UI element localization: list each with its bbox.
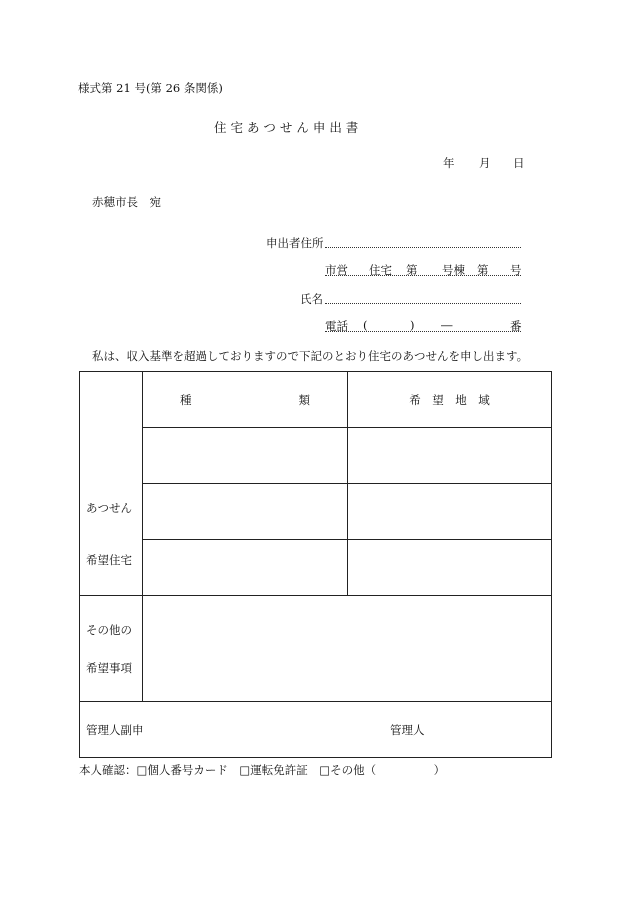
area-cell[interactable] <box>348 540 552 596</box>
name-label: 氏名 <box>300 292 323 306</box>
type-cell[interactable] <box>143 484 348 540</box>
section2-label-line1: その他の <box>86 622 132 637</box>
housing-dai2: 第 <box>477 263 489 277</box>
housing-go: 号 <box>510 263 522 277</box>
phone-close-paren: ) <box>410 318 415 332</box>
statement: 私は、収入基準を超過しておりますので下記のとおり住宅のあつせんを申し出ます。 <box>92 349 529 363</box>
header-type <box>143 372 348 428</box>
section2-label-line2: 希望事項 <box>86 660 132 675</box>
address-label: 申出者住所 <box>266 236 324 250</box>
form-number: 様式第 21 号(第 26 条関係) <box>78 81 223 95</box>
section1-label-line1: あつせん <box>86 500 132 515</box>
phone-dash: ― <box>441 318 453 332</box>
housing-jutaku: 住宅 <box>369 263 392 277</box>
other-requests-field[interactable] <box>143 596 552 702</box>
addressee: 赤穂市長 宛 <box>92 195 161 209</box>
section2-label <box>80 596 143 702</box>
header-area: 希 望 地 域 <box>348 372 552 428</box>
section1-label-line2: 希望住宅 <box>86 552 132 567</box>
manager-row <box>80 702 552 758</box>
phone-line[interactable] <box>325 318 521 332</box>
header-type-2: 類 <box>298 392 310 407</box>
date-year[interactable]: 年 <box>443 156 455 170</box>
housing-line[interactable] <box>325 262 521 276</box>
phone-open-paren: ( <box>363 318 368 332</box>
housing-dai1: 第 <box>406 263 418 277</box>
identity-check: 本人確認：□個人番号カード □運転免許証 □その他（ ） <box>79 763 446 777</box>
phone-ban: 番 <box>510 319 522 333</box>
address-field[interactable] <box>325 234 521 248</box>
application-table <box>79 371 552 758</box>
manager-label: 管理人 <box>390 722 425 737</box>
header-type-1: 種 <box>180 392 192 407</box>
page-title: 住 宅 あ つ せ ん 申 出 書 <box>214 120 359 135</box>
area-cell[interactable] <box>348 428 552 484</box>
date-day[interactable]: 日 <box>513 156 525 170</box>
table-corner <box>80 372 143 428</box>
housing-gotou: 号棟 <box>442 263 465 277</box>
type-cell[interactable] <box>143 428 348 484</box>
section1-label <box>80 428 143 596</box>
name-field[interactable] <box>325 290 521 304</box>
date-month[interactable]: 月 <box>479 156 491 170</box>
type-cell[interactable] <box>143 540 348 596</box>
area-cell[interactable] <box>348 484 552 540</box>
housing-city: 市営 <box>325 263 348 277</box>
manager-deputy-label: 管理人副申 <box>86 722 144 737</box>
phone-label: 電話 <box>325 319 348 333</box>
